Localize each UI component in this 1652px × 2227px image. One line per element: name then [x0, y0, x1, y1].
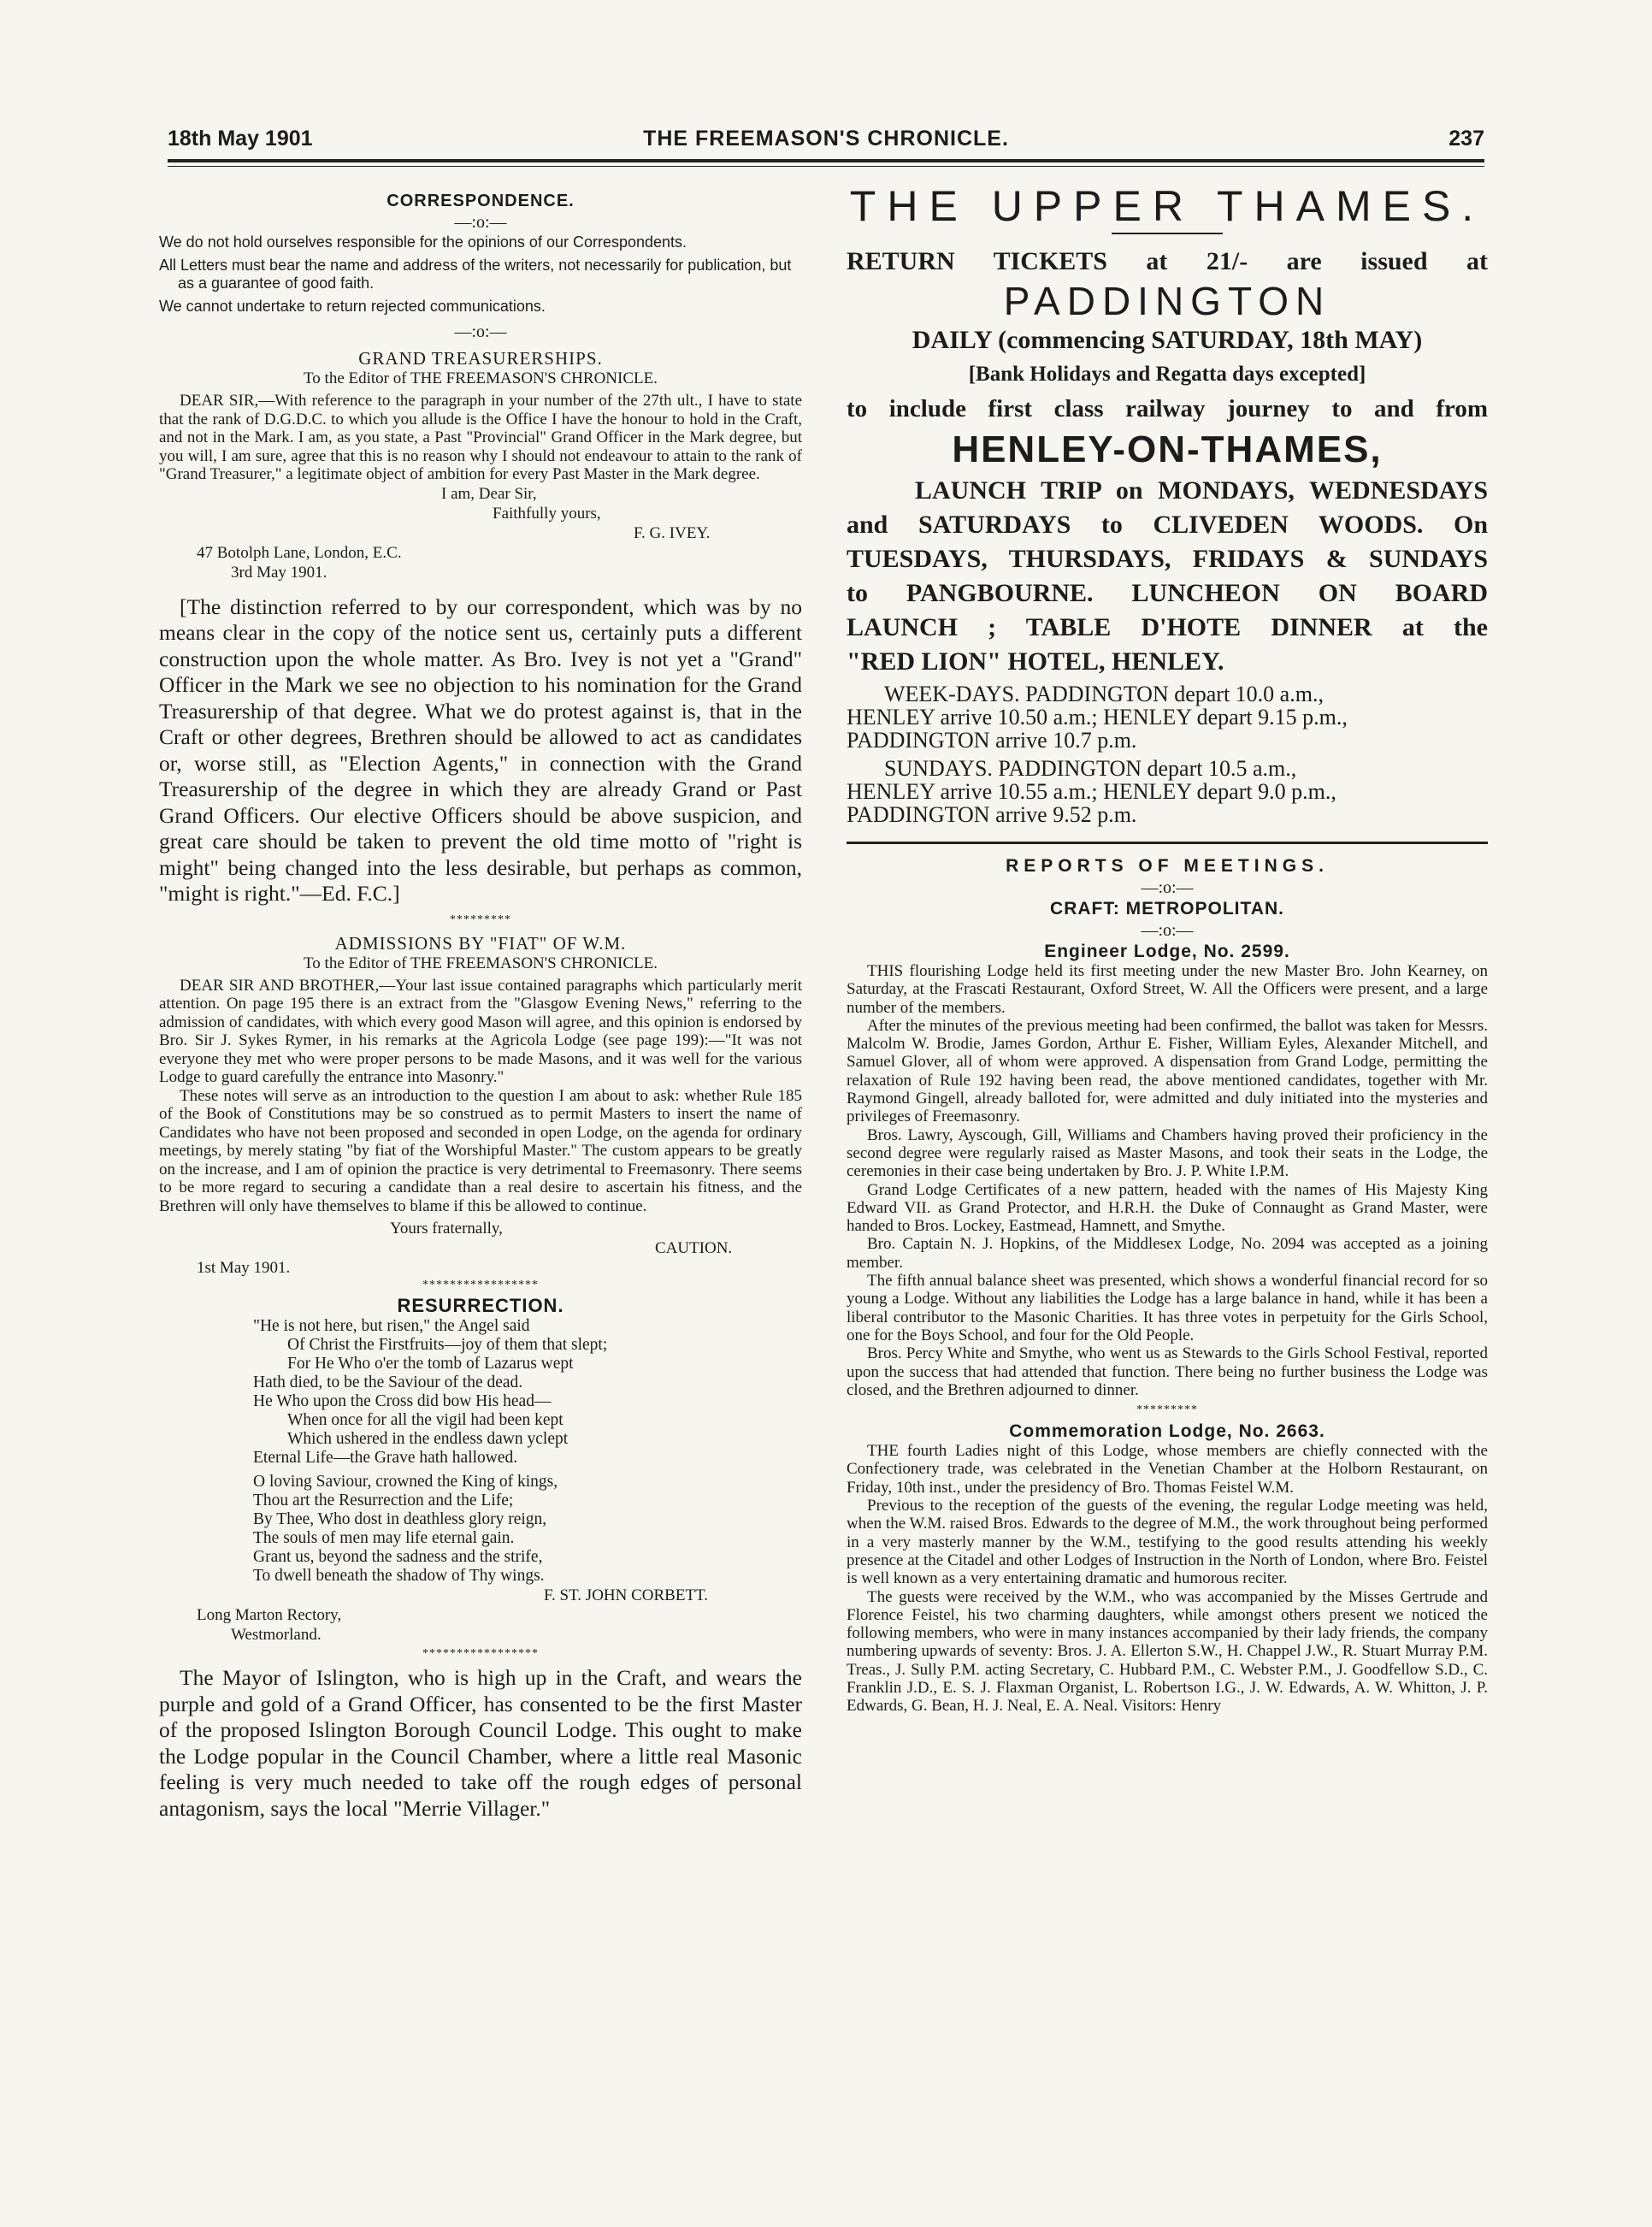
advert-rule: [1112, 233, 1223, 234]
notice-line: All Letters must bear the name and address of the writers, not necessarily for publication, but as a guarantee of good faith.: [159, 257, 792, 292]
poem-body: "He is not here, but risen," the Angel said Of Christ the Firstfruits—joy of them that slept; For He Who o'er the tomb of Lazarus wept Hath died, to be the Saviour of the dead. He Who upon the Cross did bow His head— When once for all the vigil had been kept Which ushered in the endless dawn yclept Eternal Life—the Grave hath hallowed. O loving Saviour, crowned the King of kings, Thou art the Resurrection and the Life; By Thee, Who dost in deathless glory reign, The souls of men may life eternal gain. Grant us, beyond the sadness and the strife, To dwell beneath the shadow of Thy wings.: [253, 1317, 608, 1585]
star-divider: *****************: [422, 1647, 539, 1660]
advert-title: THE UPPER THAMES.: [849, 182, 1485, 230]
issue-date: 18th May 1901: [168, 127, 313, 151]
notice-line: We do not hold ourselves responsible for the opinions of our Correspondents.: [159, 233, 687, 251]
separator: —:o:—: [1141, 921, 1194, 940]
lodge-title: Commemoration Lodge, No. 2663.: [1009, 1421, 1325, 1442]
advert-line: DAILY (commencing SATURDAY, 18th MAY): [912, 326, 1423, 354]
star-divider: *****************: [422, 1279, 539, 1291]
star-divider: *********: [1136, 1403, 1198, 1417]
letter-signature: CAUTION.: [655, 1239, 733, 1257]
advert-paddington: PADDINGTON: [1003, 279, 1331, 323]
advert-henley: HENLEY-ON-THAMES,: [952, 428, 1383, 470]
letter-title: GRAND TREASURERSHIPS.: [358, 348, 603, 369]
separator: —:o:—: [454, 322, 507, 341]
poem-title: RESURRECTION.: [397, 1295, 564, 1316]
editorial-note: [The distinction referred to by our correspondent, which was by no means clear in the copy of the notice sent us, certainly puts a different construction upon the whole matter. As Bro. Ivey is not yet a "Grand" Officer in the Mark we see no objection to his nomination for the Grand Treasurership of that degree. What we do protest against is, that in the Craft or other degrees, Brethren should be allowed to act as candidates or, worse still, as "Election Agents," in connection with the Grand Treasurership of the degree in which they are already Grand or Past Grand Officers. Our elective Officers should be above suspicion, and great care should be taken to prevent the old time motto of "right is might" being changed into the less desirable, but perhaps as common, "might is right."—Ed. F.C.]: [159, 594, 802, 906]
letter-title: ADMISSIONS BY "FIAT" OF W.M.: [334, 932, 627, 954]
notice-line: We cannot undertake to return rejected communications.: [159, 298, 546, 315]
report-body: THE fourth Ladies night of this Lodge, whose members are chiefly connected with the Confectionery trade, was celebrated in the Venetian Chamber at the Holborn Restaurant, on Friday, 10th inst., under the presidency of Bro. Thomas Feistel W.M. Previous to the reception of the guests of the evening, the regular Lodge meeting was held, when the W.M. raised Bros. Edwards to the degree of M.M., the work throughout being performed in a very masterly manner by the W.M., testifying to the good results attending his weekly presence at the Citadel and other Lodges of Instruction in the North of London, where Bro. Feistel is well known as a very entertaining dramatic and humorous reciter. The guests were received by the W.M., who was accompanied by the Misses Gertrude and Florence Feistel, his two charming daughters, while amongst others present we noticed the following members, who were in many instances accompanied by their lady friends, the company numbering upwards of seventy: Bros. J. A. Ellerton S.W., H. Chappel J.W., R. Stuart Murray P.M. Treas., J. Sully P.M. acting Secretary, C. Hubbard P.M., C. Webster P.M., J. Goodfellow S.D., C. Franklin J.D., E. S. J. Flaxman Organist, L. Robertson I.G., J. W. Edwards, A. W. Whitton, J. P. Edwards, G. Bean, H. J. Neal, E. A. Neal. Visitors: Henry: [847, 1442, 1488, 1716]
reports-subtitle: CRAFT: METROPOLITAN.: [1050, 899, 1284, 919]
section-rule: [847, 842, 1488, 844]
right-column: [847, 181, 1488, 1716]
letter-body: DEAR SIR AND BROTHER,—Your last issue contained paragraphs which particularly merit attention. On page 195 there is an extract from the "Glasgow Evening News," referring to the admission of candidates, with which every good Mason will agree, and this opinion is endorsed by Bro. Sir J. Sykes Rymer, in his remarks at the Agricola Lodge (see page 199):—"It was not everyone they met who were proper persons to be made Masons, and it was well for the various Lodge to guard carefully the entrance into Masonry." These notes will serve as an introduction to the question I am about to ask: whether Rule 185 of the Book of Constitutions may be so construed as to permit Masters to insert the name of Candidates who have not been proposed and seconded in open Lodge, on the agenda for ordinary meetings, by merely stating "by fiat of the Worshipful Master." The custom appears to be greatly on the increase, and I am of opinion the practice is very detrimental to Freemasonry. There seems to be more regard to securing a candidate than a real desire to ascertain his fitness, and the Brethren will only have themselves to blame if this be allowed to continue.: [159, 976, 802, 1215]
page-number: 237: [1448, 127, 1484, 151]
separator: —:o:—: [1141, 878, 1194, 897]
advert-launch: LAUNCH TRIP on MONDAYS, WEDNESDAYS and SATURDAYS to CLIVEDEN WOODS. On TUESDAYS, THURSDAYS, FRIDAYS & SUNDAYS to PANGBOURNE. LUNCHEON ON BOARD LAUNCH ; TABLE D'HOTE DINNER at the "RED LION" HOTEL, HENLEY.: [847, 476, 1488, 676]
poem-attribution: F. ST. JOHN CORBETT. Long Marton Rectory, Westmorland.: [159, 1586, 802, 1645]
poem-author: F. ST. JOHN CORBETT.: [544, 1586, 709, 1604]
letter-body: DEAR SIR,—With reference to the paragraph in your number of the 27th ult., I have to state that the rank of D.G.D.C. to which you allude is the Office I have the honour to hold in the Craft, and not in the Mark. I am, as you state, a Past "Provincial" Grand Officer in the Mark degree, but you will, I am sure, agree that this is no reason why I should not endeavour to attain to the rank of "Grand Treasurer," a legitimate object of ambition for every Past Master in the Mark degree.: [159, 392, 802, 483]
letter-closing: Yours fraternally, CAUTION. 1st May 1901.: [159, 1219, 802, 1278]
publication-title: THE FREEMASON'S CHRONICLE.: [643, 127, 1009, 151]
advert-line: to include first class railway journey to and from: [847, 395, 1488, 422]
page-header: [168, 127, 1484, 156]
header-rule-thin: [168, 166, 1484, 167]
correspondence-title: CORRESPONDENCE.: [386, 192, 575, 210]
separator: —:o:—: [454, 213, 507, 232]
advert-line: RETURN TICKETS at 21/- are issued at: [847, 247, 1488, 275]
letter-addressee: To the Editor of THE FREEMASON'S CHRONICLE.: [304, 954, 658, 972]
report-body: THIS flourishing Lodge held its first meeting under the new Master Bro. John Kearney, on Saturday, at the Frascati Restaurant, Oxford Street, W. All the Officers were present, and a large number of the members. After the minutes of the previous meeting had been confirmed, the ballot was taken for Messrs. Malcolm W. Brodie, James Gordon, Arthur E. Fisher, William Eyles, Alexander Mitchell, and Samuel Glover, all of whom were approved. A dispensation from Grand Lodge, permitting the relaxation of Rule 192 having been read, the above mentioned candidates, together with Mr. Raymond Gingell, already balloted for, were admitted and duly initiated into the mysteries and privileges of Freemasonry. Bros. Lawry, Ayscough, Gill, Williams and Chambers having proved their proficiency in the second degree were regularly raised as Master Masons, and took their seats in the Lodge, the ceremonies in their case being undertaken by Bro. J. P. White I.P.M. Grand Lodge Certificates of a new pattern, headed with the names of His Majesty King Edward VII. as Grand Protector, and H.R.H. the Duke of Connaught as Grand Master, were handed to Bros. Lockey, Eastmead, Hamnett, and Smythe. Bro. Captain N. J. Hopkins, of the Middlesex Lodge, No. 2094 was accepted as a joining member. The fifth annual balance sheet was presented, which shows a wonderful financial record for so young a Lodge. Without any liabilities the Lodge has a large balance in hand, while it has been a liberal contributor to the Masonic Charities. It has three votes in perpetuity for the Girls School, one for the Boys School, and four for the Old People. Bros. Percy White and Smythe, who went us as Stewards to the Girls School Festival, reported upon the success that had attended that function. There being no further business the Lodge was closed, and the Brethren adjourned to dinner.: [847, 962, 1488, 1399]
letter-addressee: To the Editor of THE FREEMASON'S CHRONICLE.: [304, 369, 658, 387]
reports-title: REPORTS OF MEETINGS.: [1006, 856, 1329, 876]
advert-line: [Bank Holidays and Regatta days excepted]: [968, 363, 1366, 386]
lodge-title: Engineer Lodge, No. 2599.: [1044, 942, 1290, 961]
timetable-weekdays: WEEK-DAYS. PADDINGTON depart 10.0 a.m., HENLEY arrive 10.50 a.m.; HENLEY depart 9.15 p.m., PADDINGTON arrive 10.7 p.m.: [847, 682, 1348, 753]
header-rule-thick: [168, 159, 1484, 162]
islington-paragraph: The Mayor of Islington, who is high up in the Craft, and wears the purple and gold of a Grand Officer, has consented to be the first Master of the proposed Islington Borough Council Lodge. This ought to make the Lodge popular in the Council Chamber, where a little real Masonic feeling is very much needed to take off the rough edges of personal antagonism, says the local "Merrie Villager.": [159, 1665, 802, 1821]
star-divider: *********: [450, 913, 511, 926]
left-column: [159, 181, 802, 1822]
letter-closing: I am, Dear Sir, Faithfully yours, F. G. IVEY. 47 Botolph Lane, London, E.C. 3rd May 1901.: [159, 484, 802, 582]
timetable-sundays: SUNDAYS. PADDINGTON depart 10.5 a.m., HENLEY arrive 10.55 a.m.; HENLEY depart 9.0 p.m., PADDINGTON arrive 9.52 p.m.: [847, 756, 1336, 827]
letter-signature: F. G. IVEY.: [634, 523, 711, 542]
